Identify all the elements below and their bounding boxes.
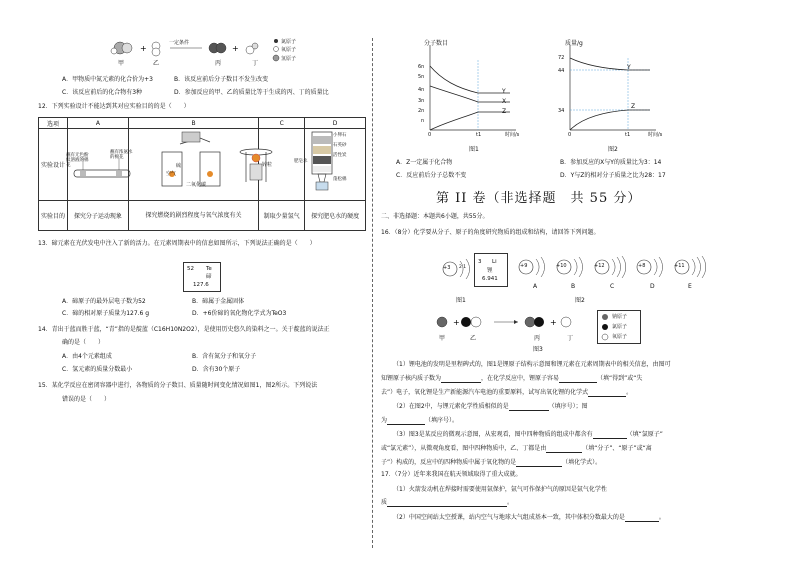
- fig2-series-z: Z: [631, 103, 636, 110]
- purpose-c: 制取少量氢气: [259, 201, 305, 231]
- svg-text:+: +: [232, 44, 239, 53]
- fig2-origin: 0: [568, 132, 572, 138]
- q14-option-a: A．由4个元素组成: [62, 353, 112, 360]
- q11-reaction-diagram: [110, 38, 310, 72]
- fig1-caption: 图1: [469, 146, 479, 153]
- atom-nucleus: +8: [638, 263, 646, 269]
- te-number: 52: [187, 266, 194, 272]
- answer-blank[interactable]: [559, 376, 597, 383]
- q16-legend-box: [597, 310, 641, 344]
- label-ding: 丁: [567, 335, 574, 342]
- label-jia: 甲: [118, 60, 125, 67]
- li-mass: 6.941: [482, 276, 498, 282]
- legend-na: 钠原子: [612, 314, 628, 320]
- answer-blank[interactable]: [516, 460, 562, 467]
- table-header: D: [305, 118, 366, 129]
- q16-p3-line3: 子”）构成的，反应中的四种物质中属于氧化物的是 （填化学式）。: [381, 459, 602, 466]
- q11-option-a: A．甲物质中氮元素的化合价为+3: [62, 76, 153, 83]
- label-ding: 丁: [252, 60, 259, 67]
- q11-option-c: C．该反应前后的化合物有3种: [62, 89, 143, 96]
- q16-p2-line2: 为 （填序号）。: [381, 417, 459, 424]
- fig2-ytick: 44: [558, 68, 565, 74]
- legend-h-dot: [273, 55, 279, 61]
- q16-p1-line1: （1）锂电池的发明是里程碑式的，图1是锂原子结构示意图和锂元素在元素周期表中的相关信息，由图可: [393, 361, 671, 368]
- fig1-curve-z: [430, 112, 510, 130]
- q16-p2-line1: （2）在图2中，与锂元素化学性质相似的是 （填序号）；图: [393, 403, 588, 410]
- q15-stem-line2: 错误的是（ ）: [62, 396, 111, 403]
- answer-blank[interactable]: [441, 376, 481, 383]
- label-yi: 乙: [470, 335, 477, 342]
- fig1-ytick: 3n: [418, 98, 425, 104]
- q15-option-d: D．Y与Z的相对分子质量之比为28：17: [560, 172, 666, 179]
- reaction-condition: 一定条件: [169, 40, 190, 46]
- q16-p1-line2: 知锂原子核内质子数为 ，在化学反应中，锂原子容易 （填“得到”或“失: [381, 375, 643, 382]
- fig2-xlabel: 时间/s: [648, 132, 663, 138]
- q12-stem: 12．下列实验设计不能达到其对应实验目的的是（ ）: [38, 103, 190, 110]
- lithium-element-cell: [474, 253, 508, 287]
- svg-text:+: +: [453, 318, 460, 327]
- q14-option-c: C．氢元素的质量分数最小: [62, 366, 133, 373]
- fig1-origin: 0: [428, 132, 432, 138]
- atom-structures-abcde: [516, 255, 716, 281]
- q15-option-a: A．Z一定属于化合物: [396, 159, 453, 166]
- atom-nucleus: +9: [520, 263, 528, 269]
- fig2-curve-z: [570, 110, 650, 130]
- apparatus-c-drawing: [236, 140, 286, 188]
- legend-n-dot: [274, 39, 278, 43]
- purpose-d: 探究肥皂水的硬度: [305, 201, 366, 231]
- q13-option-c: C．碲的相对原子质量为127.6 g: [62, 310, 150, 317]
- atom-label-d: D: [650, 283, 655, 290]
- q15-stem-line1: 15．某化学反应在密闭容器中进行，各物质的分子数目、质量随时间变化情况如图1，图2所示。下列说法: [38, 382, 318, 389]
- part2-header: 二、非选择题：本题共6小题，共55分。: [381, 213, 489, 220]
- atom-label-e: E: [688, 283, 692, 290]
- answer-blank[interactable]: [387, 418, 425, 425]
- svg-text:+: +: [550, 318, 557, 327]
- legend-o-dot: [274, 47, 279, 52]
- fig1-ytick: 6n: [418, 64, 425, 70]
- fig2-caption: 图2: [608, 146, 618, 153]
- label-jia: 甲: [439, 335, 446, 342]
- atom-nucleus: +10: [556, 263, 567, 269]
- q14-stem-line1: 14．青出于蓝而胜于蓝，“青”指的是靛蓝（C16H10N2O2），是使用历史悠久的染料之一。关于靛蓝的说法正: [38, 326, 330, 333]
- legend-h-label: 氢原子: [281, 56, 297, 62]
- fig2-ytick: 34: [558, 108, 565, 114]
- fig1-ytick: 2n: [418, 108, 425, 114]
- legend-n-label: 氮原子: [281, 39, 297, 45]
- q17-p1-line1: （1）火箭发动机在焊接时需要使用氩保护，氩气可作保护气的原因是氩气化学性: [393, 486, 607, 493]
- atom-nucleus: +12: [594, 263, 605, 269]
- q16-p3-line1: （3）图3是某反应的微观示意图，从宏观看，图中四种物质的组成中都含有 （填“氯原子”: [393, 431, 663, 438]
- purpose-a: 探究分子运动现象: [68, 201, 129, 231]
- fig2-mass-chart: [552, 40, 662, 140]
- label-d2: 石英砂: [333, 143, 347, 148]
- q13-option-b: B．碲属于金属固体: [192, 298, 245, 305]
- plus-sign: +: [140, 44, 147, 53]
- atom-shells: 2 1: [459, 265, 467, 270]
- row-label-design: 实验设计: [39, 129, 68, 201]
- answer-blank[interactable]: [546, 446, 582, 453]
- table-header: 选项: [39, 118, 68, 129]
- fig2-series-y: Y: [627, 64, 631, 71]
- fig1-curve-y: [430, 66, 510, 93]
- fig1-ylabel: 分子数目: [424, 40, 449, 47]
- te-name: 碲: [206, 274, 212, 280]
- row-label-purpose: 实验目的: [39, 201, 68, 231]
- q17-p1-line2: 质 。: [381, 499, 514, 506]
- fig1-ytick: 5n: [418, 74, 425, 80]
- answer-blank[interactable]: [387, 500, 507, 507]
- table-header: A: [68, 118, 129, 129]
- label-d1: 小卵石: [333, 133, 347, 138]
- q15-option-b: B．参加反应的X与Y的质量比为3：14: [560, 159, 662, 166]
- tellurium-element-cell: [183, 262, 221, 292]
- label-b1: 硫: [176, 163, 182, 169]
- atom-label-b: B: [571, 283, 576, 290]
- q15-option-c: C．反应前后分子总数不变: [396, 172, 467, 179]
- atom-label-a: A: [533, 283, 538, 290]
- label-yi: 乙: [153, 60, 160, 67]
- legend-o: 氧原子: [612, 334, 628, 340]
- label-d3: 活性炭: [333, 153, 347, 158]
- q16-fig2-caption: 图2: [575, 297, 585, 304]
- li-name: 锂: [487, 268, 493, 274]
- fig2-ytick: 72: [558, 55, 565, 61]
- fig1-xtick: t1: [476, 132, 482, 138]
- section-title: 第 II 卷（非选择题 共 55 分）: [436, 191, 642, 206]
- q17-stem: 17．（7分）近年来我国在航天领域取得了重大成就。: [381, 471, 522, 478]
- te-mass: 127.6: [193, 282, 209, 288]
- fig1-ytick: n: [421, 118, 425, 124]
- legend-cl: 氯原子: [612, 324, 628, 330]
- table-header: C: [259, 118, 305, 129]
- fig1-ytick: 4n: [418, 87, 425, 93]
- label-b3: 二氧化碳: [186, 182, 207, 188]
- q16-fig3-caption: 图3: [533, 346, 543, 353]
- te-symbol: Te: [206, 266, 212, 272]
- q13-stem: 13．碲元素在光伏发电中注入了新的活力。在元素周期表中的信息如图所示，下列说法正确的是（ ）: [38, 240, 316, 247]
- li-number: 3: [478, 259, 482, 265]
- fig1-xlabel: 时间/s: [505, 132, 520, 138]
- q13-option-d: D．+6价碲的氧化物化学式为TeO3: [192, 310, 287, 317]
- q16-p1-line3: 去”）电子，氧化锂是生产新能源汽车电池的重要原料，试写出氧化锂的化学式 。: [381, 389, 633, 396]
- answer-blank[interactable]: [625, 515, 659, 522]
- q16-reaction-diagram: [436, 312, 616, 332]
- answer-blank[interactable]: [509, 404, 549, 411]
- column-divider: [372, 38, 373, 548]
- purpose-b: 探究燃烧的剧烈程度与氧气浓度有关: [128, 201, 258, 231]
- label-d5: 肥皂水: [294, 159, 308, 164]
- label-a2: 蘸有浓氨水的棉花: [110, 150, 133, 160]
- atom-nucleus: +11: [674, 263, 685, 269]
- q17-p2-line: （2）中国空间站太空授课，站内空气与地球大气组成基本一致，其中体积分数最大的是 。: [393, 514, 665, 521]
- q14-stem-line2: 确的是（ ）: [62, 339, 105, 346]
- fig2-ylabel: 质量/g: [565, 40, 583, 47]
- fig1-curve-x: [430, 86, 510, 102]
- q16-fig1-caption: 图1: [456, 297, 466, 304]
- fig1-series-x: X: [502, 98, 507, 105]
- table-header: B: [128, 118, 258, 129]
- atom-label-c: C: [610, 283, 615, 290]
- label-bing: 丙: [534, 335, 541, 342]
- fig2-xtick: t1: [625, 132, 631, 138]
- label-b2: 空气: [166, 171, 177, 177]
- q13-option-a: A．碲原子的最外层电子数为52: [62, 298, 146, 305]
- label-a1: 蘸有无色酚酞溶液的棉花: [66, 153, 89, 168]
- label-d4: 蓬松棉: [333, 177, 347, 182]
- li-symbol: Li: [492, 259, 497, 265]
- answer-blank[interactable]: [593, 432, 627, 439]
- q16-p3-line2: 或“氯元素”），从微观角度看，图中四种物质中，乙、丁都是由 （填“分子”、“原子”或“离: [381, 445, 652, 452]
- q11-option-d: D．参加反应的甲、乙的质量比等于生成的丙、丁的质量比: [174, 89, 329, 96]
- fig1-series-z: Z: [502, 108, 507, 115]
- atom-nucleus: +3: [443, 265, 451, 271]
- answer-blank[interactable]: [588, 390, 626, 397]
- legend-o-label: 氧原子: [281, 47, 297, 53]
- q16-stem: 16．（8分）化学要从分子、原子的角度研究物质的组成和结构，请回答下列问题。: [381, 229, 600, 236]
- fig2-curve-y: [570, 58, 650, 70]
- fig1-series-y: Y: [502, 88, 506, 95]
- label-c1: 锌粒: [262, 162, 273, 168]
- q11-option-b: B．该反应前后分子数目不发生改变: [174, 76, 269, 83]
- q14-option-d: D．含有30个原子: [192, 366, 241, 373]
- label-bing: 丙: [215, 60, 222, 67]
- q14-option-b: B．含有氮分子和氧分子: [192, 353, 257, 360]
